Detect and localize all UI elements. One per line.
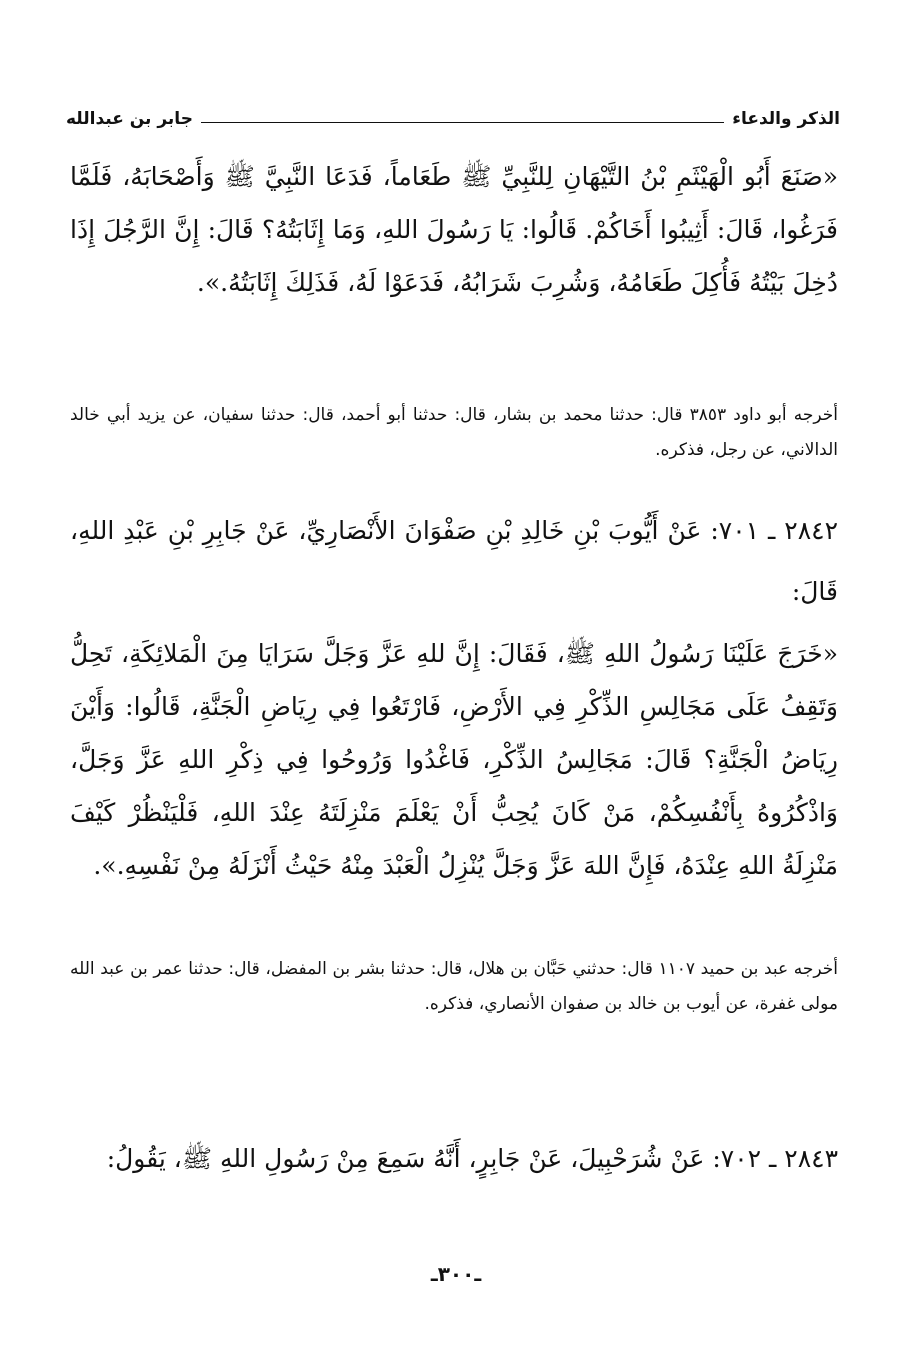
- takhrij-note-2842: أخرجه عبد بن حميد ١١٠٧ قال: حدثني حَبَّان بن هلال، قال: حدثنا بشر بن المفضل، قال: حدثنا عمر بن عبد الله مولى غفرة، عن أيوب بن خالد بن صفوان الأنصاري، فذكره.: [70, 959, 839, 1014]
- hadith-isnad-2843: ٢٨٤٣ ـ ٧٠٢: عَنْ شُرَحْبِيلَ، عَنْ جَابِرٍ، أَنَّهُ سَمِعَ مِنْ رَسُولِ اللهِ ﷺ، يَقُولُ:: [106, 1144, 838, 1173]
- chapter-title: الذكر والدعاء: [732, 109, 840, 129]
- hadith-text-2842: «خَرَجَ عَلَيْنَا رَسُولُ اللهِ ﷺ، فَقَالَ: إِنَّ للهِ عَزَّ وَجَلَّ سَرَايَا مِنَ الْمَلائِكَةِ، تَحِلُّ وَتَقِفُ عَلَى مَجَالِسِ الذِّكْرِ فِي الأَرْضِ، فَارْتَعُوا فِي رِيَاضِ الْجَنَّةِ، قَالُوا: وَأَيْنَ رِيَاضُ الْجَنَّةِ؟ قَالَ: مَجَالِسُ الذِّكْرِ، فَاغْدُوا وَرُوحُوا فِي ذِكْرِ اللهِ عَزَّ وَجَلَّ، وَاذْكُرُوهُ بِأَنْفُسِكُمْ، مَنْ كَانَ يُحِبُّ أَنْ يَعْلَمَ مَنْزِلَتَهُ عِنْدَ اللهِ، فَلْيَنْظُرْ كَيْفَ مَنْزِلَةُ اللهِ عِنْدَهُ، فَإِنَّ اللهَ عَزَّ وَجَلَّ يُنْزِلُ الْعَبْدَ مِنْهُ حَيْثُ أَنْزَلَهُ مِنْ نَفْسِهِ.».: [70, 639, 838, 880]
- running-header: [66, 104, 840, 134]
- hadith-isnad-2842: ٢٨٤٢ ـ ٧٠١: عَنْ أَيُّوبَ بْنِ خَالِدِ بْنِ صَفْوَانَ الأَنْصَارِيِّ، عَنْ جَابِرِ بْنِ عَبْدِ اللهِ، قَالَ:: [70, 516, 838, 606]
- page-number: ـ٣٠٠ـ: [430, 1262, 482, 1286]
- hadith-text-1: «صَنَعَ أَبُو الْهَيْثَمِ بْنُ التَّيْهَانِ لِلنَّبِيِّ ﷺ طَعَاماً، فَدَعَا النَّبِيَّ ﷺ وَأَصْحَابَهُ، فَلَمَّا فَرَغُوا، قَالَ: أَثِيبُوا أَخَاكُمْ. قَالُوا: يَا رَسُولَ اللهِ، وَمَا إِثَابَتُهُ؟ قَالَ: إِنَّ الرَّجُلَ إِذَا دُخِلَ بَيْتُهُ فَأُكِلَ طَعَامُهُ، وَشُرِبَ شَرَابُهُ، فَدَعَوْا لَهُ، فَذَلِكَ إِثَابَتُهُ.».: [70, 162, 838, 297]
- companion-name: جابر بن عبدالله: [66, 109, 193, 129]
- header-rule: [201, 122, 724, 123]
- takhrij-note-1: أخرجه أبو داود ٣٨٥٣ قال: حدثنا محمد بن بشار، قال: حدثنا أبو أحمد، قال: حدثنا سفيان، عن يزيد أبي خالد الدالاني، عن رجل، فذكره.: [70, 405, 838, 460]
